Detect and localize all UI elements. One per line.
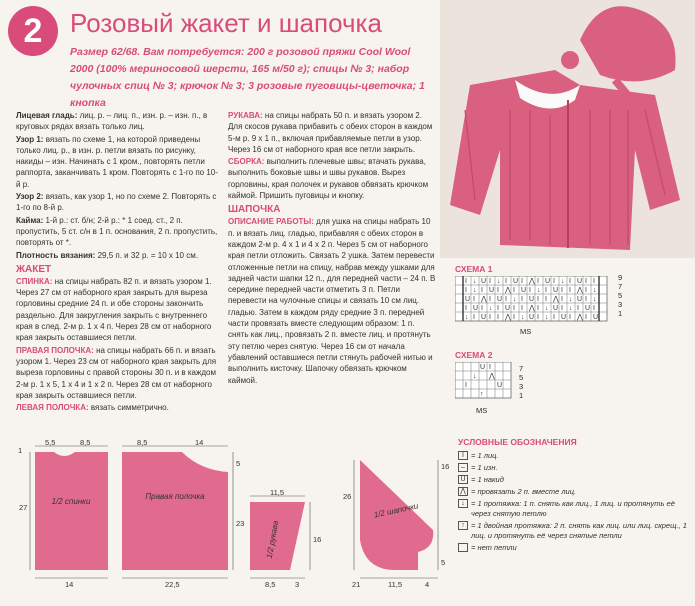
back-dim-top-a: 5,5 <box>45 438 56 447</box>
legend-text: = 1 лиц. <box>471 451 499 460</box>
schema1-symbol: I <box>553 278 555 285</box>
schema2-chart <box>455 362 515 404</box>
assembly-text: выполнить плечевые швы; втачать рукава, выполнить боковые швы и швы рукавов. Вырез горловины, края полочек и рукавов обвязать крючком каймой. Пришить пуговицы и кнопку. <box>228 157 429 201</box>
schema1-symbol: U <box>585 305 591 312</box>
schema1-symbol: I <box>481 305 483 312</box>
legend-item <box>458 499 688 519</box>
assembly-label: СБОРКА: <box>228 157 265 167</box>
product-photo <box>440 0 695 258</box>
schema1-symbol: ↓ <box>473 278 477 285</box>
legend-item <box>458 475 688 485</box>
legend-item <box>458 463 688 473</box>
legend-symbol-icon: – <box>458 463 468 472</box>
hat-dim-right-bottom: 5 <box>441 558 446 567</box>
sleeve-dim-bottom-a: 8,5 <box>265 580 276 589</box>
schema1-symbol: ⋀ <box>529 305 535 312</box>
schema1-symbol: ↓ <box>473 287 477 294</box>
legend-symbol-icon <box>458 543 468 552</box>
hat-piece-label: 1/2 шапочки <box>372 501 420 520</box>
legend-symbol-icon: ↑ <box>458 521 468 530</box>
schema1-symbol: I <box>585 278 587 285</box>
schema1-symbol: I <box>585 287 587 294</box>
schema1-symbol: ⋀ <box>529 278 535 285</box>
hat-dim-bottom-b: 11,5 <box>388 580 403 589</box>
schema1-symbol: ⋀ <box>577 314 583 321</box>
legend-symbol-icon: ↓ <box>458 499 468 508</box>
schema1-symbol: I <box>593 305 595 312</box>
schema1-symbol: I <box>489 278 491 285</box>
svg-text:I: I <box>489 364 491 371</box>
schema1-symbol: ↓ <box>513 296 517 303</box>
schema1-symbol: ↓ <box>465 314 469 321</box>
schema1-symbol: I <box>545 287 547 294</box>
schema2-row-7: 7 <box>519 364 524 373</box>
schema1-symbol: ↓ <box>521 314 525 321</box>
right-front-label: ПРАВАЯ ПОЛОЧКА: <box>16 345 94 355</box>
schema1-symbol: I <box>497 305 499 312</box>
legend-title: УСЛОВНЫЕ ОБОЗНАЧЕНИЯ <box>458 437 577 447</box>
front-dim-right: 23 <box>236 519 245 528</box>
instructions-middle-column <box>228 110 436 387</box>
schema1-symbol: U <box>473 305 479 312</box>
pattern2-label: Узор 2: <box>16 192 44 202</box>
gauge-text: 29,5 п. и 32 р. = 10 х 10 см. <box>95 250 198 260</box>
left-front-text: вязать симметрично. <box>88 403 169 413</box>
schema1-symbol: U <box>561 314 567 321</box>
legend-symbol-icon: U <box>458 475 468 484</box>
schema1-symbol: I <box>545 296 547 303</box>
schema1-symbol: I <box>537 278 539 285</box>
schema1-symbol: ↓ <box>593 287 597 294</box>
schema2-row-1: 1 <box>519 391 524 400</box>
front-dim-top-b: 14 <box>195 438 204 447</box>
back-text: на спицы набрать 82 п. и вязать узором 1. Через 27 см от наборного края закрыть для выреза горловины средние 24 п. и обе стороны закончить раздельно. Для закругления закрыть с внутреннего края в след. 2-м р. 1 х 4 п. Через 28 см от наборного края закрыть оставшиеся петли. <box>16 276 212 343</box>
svg-text:U: U <box>480 364 486 371</box>
schema1-title: СХЕМА 1 <box>455 264 493 274</box>
schema1-symbol: I <box>561 296 563 303</box>
schema1-symbol: U <box>553 305 559 312</box>
schema1-symbol: I <box>561 305 563 312</box>
schema1-symbol: I <box>489 296 491 303</box>
schema1-symbol: U <box>513 278 519 285</box>
schema1-symbol: U <box>489 287 495 294</box>
sleeve-piece-label: 1/2 рукава <box>264 519 281 560</box>
legend-symbol-icon: ⋀ <box>458 487 468 496</box>
legend <box>458 437 688 555</box>
front-dim-bottom: 22,5 <box>165 580 180 589</box>
stockinette-text: лиц. р. – лиц. п., изн. р. – изн. п., в круговых рядах вязать только лиц. <box>16 111 208 132</box>
schema1-symbol: U <box>577 278 583 285</box>
schema1-symbol: I <box>489 314 491 321</box>
schema1-row-7: 7 <box>618 282 623 291</box>
legend-text: = 1 протяжка: 1 п. снять как лиц., 1 лиц. и протянуть её через снятую петлю <box>471 499 675 518</box>
schema1-symbol: U <box>529 314 535 321</box>
schema1-row-5: 5 <box>618 291 623 300</box>
schema1-symbol: I <box>569 287 571 294</box>
jacket-photo-illustration <box>440 0 695 258</box>
schema1-symbol: ↓ <box>545 305 549 312</box>
schema1-symbol: I <box>561 287 563 294</box>
schema1-symbol: I <box>513 314 515 321</box>
schema1-symbol: I <box>465 287 467 294</box>
schema1-symbol: ↓ <box>593 296 597 303</box>
work-description-label: ОПИСАНИЕ РАБОТЫ: <box>228 217 314 227</box>
schema1-symbol: ↓ <box>561 278 565 285</box>
schema2-repeat-label: MS <box>476 406 488 415</box>
schema1-symbol: I <box>521 278 523 285</box>
sleeve-dim-right: 16 <box>313 535 322 544</box>
schema1-row-9: 9 <box>618 273 623 282</box>
schema1-symbol: U <box>593 314 599 321</box>
left-front-label: ЛЕВАЯ ПОЛОЧКА: <box>16 403 89 413</box>
schema1-symbol: ↓ <box>537 287 541 294</box>
back-piece <box>35 452 108 570</box>
schema1-symbol: ⋀ <box>553 296 559 303</box>
schema1-symbol: U <box>481 278 487 285</box>
instructions-left-column <box>16 110 221 414</box>
schema1-symbol: I <box>529 287 531 294</box>
section-number-badge: 2 <box>8 6 58 56</box>
legend-item <box>458 521 688 541</box>
sleeve-text: на спицы набрать 50 п. и вязать узором 2. Для скосов рукава прибавить с обеих сторон в каждом 5-м р. 9 х 1 п., включая прибавляемые петли в узор. Через 16 см от наборного края все петли закрыть. <box>228 111 433 154</box>
schema1-symbol: I <box>465 278 467 285</box>
schema1-symbol: ↓ <box>569 305 573 312</box>
svg-text:I: I <box>465 382 467 389</box>
schema1-symbol: I <box>537 314 539 321</box>
schema1-symbol: ⋀ <box>505 287 511 294</box>
schema1-symbol: U <box>497 296 503 303</box>
hat-dim-left: 26 <box>343 492 352 501</box>
schema1-symbol: I <box>465 305 467 312</box>
schema1-symbol: ↓ <box>489 305 493 312</box>
schema1-row-numbers <box>618 273 622 318</box>
schema1-symbol: I <box>521 305 523 312</box>
schema2-grid <box>455 362 515 404</box>
svg-text:↑: ↑ <box>480 391 484 398</box>
back-label: СПИНКА: <box>16 276 53 286</box>
front-piece-label: Правая полочка <box>145 492 205 501</box>
page-title: Розовый жакет и шапочка <box>70 8 382 38</box>
schema1-symbol: I <box>513 287 515 294</box>
pattern2-text: вязать, как узор 1, но по схеме 2. Повторять с 1-го по 8-й р. <box>16 192 217 213</box>
schema1-symbol: I <box>569 278 571 285</box>
schema1-symbol: U <box>553 287 559 294</box>
back-dim-bottom: 14 <box>65 580 74 589</box>
schema1-symbol: I <box>577 305 579 312</box>
schema1-symbol: I <box>505 278 507 285</box>
schema1-symbol: ↓ <box>545 314 549 321</box>
schema1-symbol: ⋀ <box>505 314 511 321</box>
legend-item <box>458 451 688 461</box>
schema1-symbol: I <box>473 296 475 303</box>
front-dim-top-a: 8,5 <box>137 438 148 447</box>
schema1-symbol: I <box>585 314 587 321</box>
border-label: Кайма: <box>16 215 44 225</box>
stockinette-label: Лицевая гладь: <box>16 111 78 120</box>
schema1-symbol: I <box>481 287 483 294</box>
front-dim-right-top: 5 <box>236 459 241 468</box>
schema1-symbol: I <box>593 278 595 285</box>
schema1-symbol: I <box>505 296 507 303</box>
schema2-row-5: 5 <box>519 373 524 382</box>
schema1-symbol: ⋀ <box>577 287 583 294</box>
back-dim-corner: 1 <box>18 446 23 455</box>
schema2-title: СХЕМА 2 <box>455 350 493 360</box>
gauge-label: Плотность вязания: <box>16 250 96 260</box>
legend-item <box>458 543 688 553</box>
border-text: 1-й р.: ст. б/н; 2-й р.: * 1 соед. ст., 2 п. пропустить, 5 ст. с/н в 1 п. основания, 2 п. пропустить, повторять от *. <box>16 215 218 248</box>
schema1-symbol: U <box>529 296 535 303</box>
schema1-symbol: U <box>577 296 583 303</box>
schema1-row-3: 3 <box>618 300 623 309</box>
schema1-symbol: U <box>521 287 527 294</box>
pattern1-text: вязать по схеме 1, на которой приведены только лиц. р., в изн. р. петли вязать по рисунку, накиды – изн. Начинать с 1 кром., повторять петли раппорта, заканчивать 1 кром. Повторять с 1-го по 10-й р. <box>16 134 218 189</box>
right-front-text: на спицы набрать 66 п. и вязать узором 1. Через 23 см от наборного края закрыть для выреза горловины с правой стороны 30 п. и в каждом 2-м р. 1 х 5, 1 х 4 и 1 х 2 п. Через 28 см от наборного края закрыть оставшиеся петли. <box>16 345 217 400</box>
back-piece-label: 1/2 спинки <box>51 497 91 506</box>
schema2-row-numbers <box>519 364 523 400</box>
sleeve-dim-top: 11,5 <box>270 488 285 497</box>
hat-dim-bottom-a: 21 <box>352 580 361 589</box>
svg-text:U: U <box>497 382 503 389</box>
schema1-symbol: I <box>537 305 539 312</box>
back-dim-height: 27 <box>19 503 28 512</box>
schema1-symbol: U <box>545 278 551 285</box>
back-dim-top-b: 8,5 <box>80 438 91 447</box>
work-description-text: для ушка на спицы набрать 10 п. и вязать лиц. гладью, прибавляя с обеих сторон в каждом 2-м р. 4 х 1 и 4 х 2 п. Через 5 см от наборного края петли отложить. Связать 2 ушка. Затем перевести отложенные петли на спицу, набрав между ушками для задней части шапки 12 п., для передней части – 24 п. В середине передней части отметить 3 п. Петли перевести на чулочные спицы и связать 10 см лиц. гладью. Затем в каждом ряду средние 3 п. передней части провязать вместе следующим образом: 1 п. снять как лиц., провязать 2 п. вместе лиц. и протянуть эту петлю через снятую. Через 16 см от начала убавлений оставшиеся петли стянуть рабочей нитью и выполнить кисточку. Шапочку обвязать крючком каймой. <box>228 217 436 385</box>
schema1-symbol: I <box>553 314 555 321</box>
schema1-symbol: I <box>497 314 499 321</box>
svg-text:⋀: ⋀ <box>489 373 495 380</box>
jacket-heading: ЖАКЕТ <box>16 263 52 275</box>
legend-text: = нет петли <box>471 543 517 552</box>
materials-text: Размер 62/68. Вам потребуется: 200 г розовой пряжи Cool Wool 2000 (100% мериносовой шерсти, 165 м/50 г); спицы № 3; набор чулочных спиц № 3; крючок № 3; 3 розовые пуговицы-цветочка; 1 кнопка <box>70 46 425 109</box>
hat-dim-bottom-c: 4 <box>425 580 430 589</box>
front-piece <box>122 452 228 570</box>
schema1-symbol: I <box>585 296 587 303</box>
legend-symbol-icon: I <box>458 451 468 460</box>
schema1-row-1: 1 <box>618 309 623 318</box>
schema2-row-3: 3 <box>519 382 524 391</box>
schema1-symbol: U <box>505 305 511 312</box>
schema1-symbol: I <box>513 305 515 312</box>
legend-text: = 1 изн. <box>471 463 498 472</box>
schema1-symbol: I <box>537 296 539 303</box>
schema1-symbol: I <box>569 314 571 321</box>
legend-text: = 1 накид <box>471 475 504 484</box>
schema1-symbol: I <box>473 314 475 321</box>
legend-text: = 1 двойная протяжка: 2 п. снять как лиц. или лиц. скрещ., 1 лиц. и протянуть её через снятые петли <box>471 521 687 540</box>
sleeve-label: РУКАВА: <box>228 111 263 120</box>
schema1-symbol: ↓ <box>497 278 501 285</box>
legend-list <box>458 451 688 553</box>
schema1-repeat-label: MS <box>520 327 532 336</box>
schema1-symbol: I <box>521 296 523 303</box>
schema1-chart <box>455 276 615 326</box>
schema1-symbol: I <box>497 287 499 294</box>
sleeve-dim-bottom-b: 3 <box>295 580 300 589</box>
schema1-grid <box>455 276 615 326</box>
legend-text: = провязать 2 п. вместе лиц. <box>471 487 577 496</box>
schema1-symbol: ↓ <box>569 296 573 303</box>
hat-dim-right-top: 16 <box>441 462 450 471</box>
pattern1-label: Узор 1: <box>16 134 44 144</box>
schema1-symbol: U <box>465 296 471 303</box>
schema1-symbol: ⋀ <box>481 296 487 303</box>
schema1-symbol: U <box>481 314 487 321</box>
svg-text:↓: ↓ <box>473 373 477 380</box>
legend-item <box>458 487 688 497</box>
hat-heading: ШАПОЧКА <box>228 204 281 216</box>
